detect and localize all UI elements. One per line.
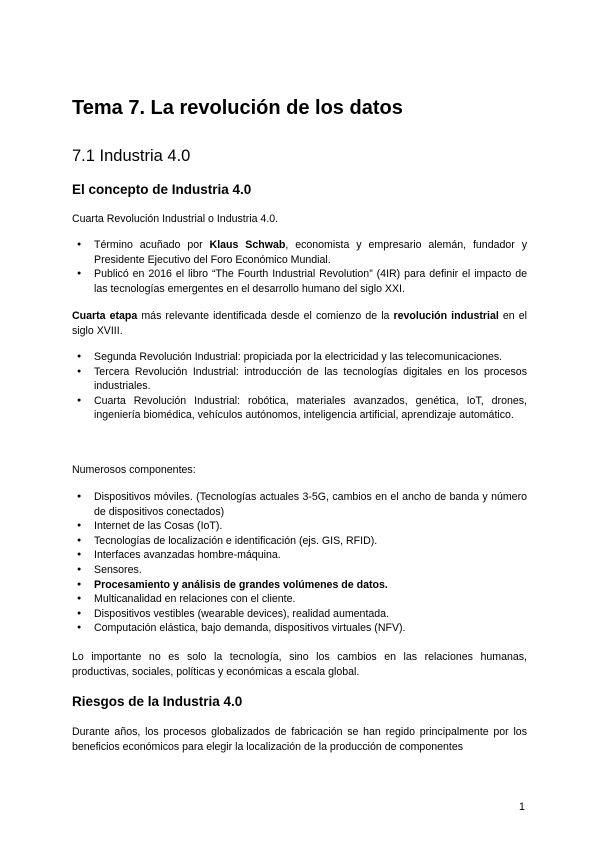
closing-paragraph: Lo importante no es solo la tecnología, sino los cambios en las relaciones humanas, productivas, sociales, políticas y económicas a escala global. xyxy=(72,651,527,678)
concept-intro-block xyxy=(72,212,527,227)
list-item: ● Multicanalidad en relaciones con el cliente. xyxy=(72,592,527,607)
list-item: ● Internet de las Cosas (IoT). xyxy=(72,519,527,534)
list-item: ● Computación elástica, bajo demanda, dispositivos virtuales (NFV). xyxy=(72,621,527,636)
components-list xyxy=(72,490,527,636)
section-title: 7.1 Industria 4.0 xyxy=(72,147,191,165)
list-item: ● Dispositivos vestibles (wearable devices), realidad aumentada. xyxy=(72,607,527,622)
concept-intro: Cuarta Revolución Industrial o Industria 4.0. xyxy=(72,213,279,225)
risks-paragraph: Durante años, los procesos globalizados de fabricación se han regido principalmente por los beneficios económicos para elegir la localización de la producción de componentes xyxy=(72,726,527,753)
list-item: ● Tecnologías de localización e identificación (ejs. GIS, RFID). xyxy=(72,534,527,549)
revolutions-list-block xyxy=(72,350,527,423)
list-item: ● Tercera Revolución Industrial: introducción de las tecnologías digitales en los procesos industriales. xyxy=(72,365,527,394)
list-item: ● Publicó en 2016 el libro “The Fourth Industrial Revolution” (4IR) para definir el impacto de las tecnologías emergentes en el desarrollo humano del siglo XXI. xyxy=(72,267,527,296)
chapter-title: Tema 7. La revolución de los datos xyxy=(72,97,403,119)
risks-heading: Riesgos de la Industria 4.0 xyxy=(72,694,243,709)
components-intro-block xyxy=(72,463,527,478)
list-item: ● Dispositivos móviles. (Tecnologías actuales 3-5G, cambios en el ancho de banda y número de dispositivos conectados) xyxy=(72,490,527,519)
revolutions-list xyxy=(72,350,527,423)
list-item: ● Procesamiento y análisis de grandes volúmenes de datos. xyxy=(72,578,527,593)
page-number: 1 xyxy=(519,801,525,813)
list-item: ● Segunda Revolución Industrial: propiciada por la electricidad y las telecomunicaciones. xyxy=(72,350,527,365)
components-list-block xyxy=(72,490,527,636)
schwab-list xyxy=(72,238,527,296)
klaus-schwab-name: Klaus Schwab xyxy=(209,239,286,251)
list-item: ● Sensores. xyxy=(72,563,527,578)
schwab-list-block xyxy=(72,238,527,296)
closing-paragraph-block xyxy=(72,650,527,680)
list-item: ● Cuarta Revolución Industrial: robótica, materiales avanzados, genética, IoT, drones, ingeniería biomédica, vehículos autónomos, inteligencia artificial, aprendizaje automático. xyxy=(72,394,527,423)
risks-paragraph-block xyxy=(72,725,527,755)
stage-paragraph: Cuarta etapa más relevante identificada desde el comienzo de la revolución industrial en el siglo XVIII. xyxy=(72,310,527,337)
stage-paragraph-block xyxy=(72,309,527,339)
list-item: ● Interfaces avanzadas hombre-máquina. xyxy=(72,548,527,563)
concept-heading: El concepto de Industria 4.0 xyxy=(72,182,252,197)
components-intro: Numerosos componentes: xyxy=(72,464,196,476)
list-item: ● Término acuñado por Klaus Schwab, economista y empresario alemán, fundador y Presidente Ejecutivo del Foro Económico Mundial. xyxy=(72,238,527,267)
